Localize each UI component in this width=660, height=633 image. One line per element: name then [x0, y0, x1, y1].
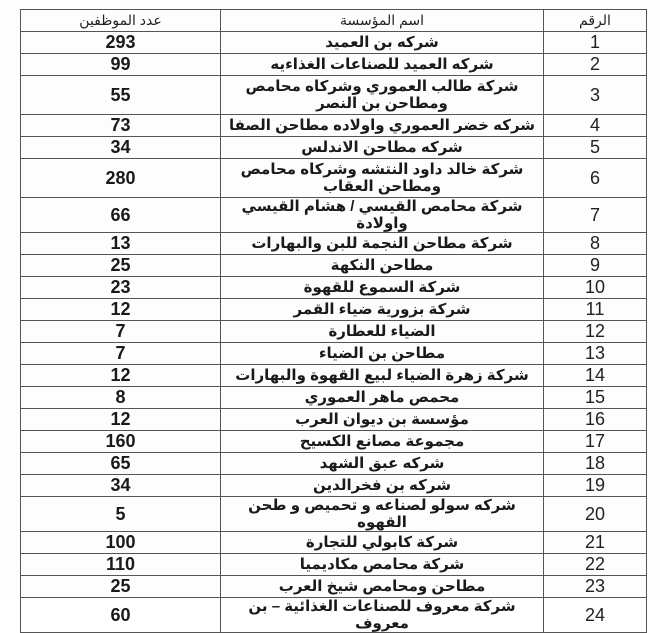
row-number: 1: [544, 32, 647, 54]
table-row: [21, 115, 647, 137]
employee-count: 12: [21, 409, 221, 431]
table-row: [21, 453, 647, 475]
row-number: 21: [544, 532, 647, 554]
employee-count: 73: [21, 115, 221, 137]
employee-count: 12: [21, 299, 221, 321]
row-number: 17: [544, 431, 647, 453]
row-number: 7: [544, 198, 647, 233]
institution-name: شركة محامص القيسي / هشام القيسي واولادة: [221, 198, 544, 233]
employee-count: 160: [21, 431, 221, 453]
institution-name: مجموعة مصانع الكسيح: [221, 431, 544, 453]
employee-count: 23: [21, 277, 221, 299]
institution-name: شركه سولو لصناعه و تحميص و طحن القهوه: [221, 497, 544, 532]
row-number: 8: [544, 233, 647, 255]
employee-count: 8: [21, 387, 221, 409]
employee-count: 55: [21, 76, 221, 115]
employee-count: 100: [21, 532, 221, 554]
employee-count: 34: [21, 137, 221, 159]
employee-count: 7: [21, 343, 221, 365]
table-row: [21, 233, 647, 255]
institution-name: شركه عبق الشهد: [221, 453, 544, 475]
employee-count: 34: [21, 475, 221, 497]
employee-count: 110: [21, 554, 221, 576]
row-number: 16: [544, 409, 647, 431]
row-number: 24: [544, 598, 647, 633]
employees-table: [20, 9, 647, 633]
institution-name: شركه بن فخرالدين: [221, 475, 544, 497]
header-institution-name: اسم المؤسسة: [221, 10, 544, 32]
employee-count: 66: [21, 198, 221, 233]
table-row: [21, 137, 647, 159]
table-row: [21, 497, 647, 532]
institution-name: شركه خضر العموري واولاده مطاحن الصفا: [221, 115, 544, 137]
row-number: 15: [544, 387, 647, 409]
institution-name: شركة محامص مكاديميا: [221, 554, 544, 576]
table-row: [21, 277, 647, 299]
table-row: [21, 159, 647, 198]
table-row: [21, 554, 647, 576]
institution-name: شركة طالب العموري وشركاه محامص ومطاحن بن النصر: [221, 76, 544, 115]
row-number: 5: [544, 137, 647, 159]
employee-count: 60: [21, 598, 221, 633]
employee-count: 7: [21, 321, 221, 343]
row-number: 6: [544, 159, 647, 198]
table-row: [21, 576, 647, 598]
institution-name: مطاحن النكهة: [221, 255, 544, 277]
institution-name: شركة بزورية ضياء القمر: [221, 299, 544, 321]
row-number: 18: [544, 453, 647, 475]
row-number: 2: [544, 54, 647, 76]
institution-name: شركه مطاحن الاندلس: [221, 137, 544, 159]
institution-name: شركة خالد داود النتشه وشركاه محامص ومطاحن العقاب: [221, 159, 544, 198]
table-row: [21, 475, 647, 497]
employee-count: 280: [21, 159, 221, 198]
employee-count: 293: [21, 32, 221, 54]
employee-count: 25: [21, 255, 221, 277]
table-row: [21, 387, 647, 409]
table-row: [21, 76, 647, 115]
institution-name: مؤسسة بن ديوان العرب: [221, 409, 544, 431]
row-number: 4: [544, 115, 647, 137]
row-number: 9: [544, 255, 647, 277]
table-row: [21, 255, 647, 277]
table-row: [21, 343, 647, 365]
table-header-row: [21, 10, 647, 32]
table-row: [21, 409, 647, 431]
header-number: الرقم: [544, 10, 647, 32]
row-number: 12: [544, 321, 647, 343]
institution-name: شركة معروف للصناعات الغذائية – بن معروف: [221, 598, 544, 633]
table-row: [21, 431, 647, 453]
institution-name: شركة مطاحن النجمة للبن والبهارات: [221, 233, 544, 255]
institution-name: شركة السموع للقهوة: [221, 277, 544, 299]
institution-name: شركة كابولي للتجارة: [221, 532, 544, 554]
row-number: 11: [544, 299, 647, 321]
row-number: 20: [544, 497, 647, 532]
row-number: 3: [544, 76, 647, 115]
row-number: 23: [544, 576, 647, 598]
table-row: [21, 598, 647, 633]
table-row: [21, 198, 647, 233]
employee-count: 13: [21, 233, 221, 255]
row-number: 13: [544, 343, 647, 365]
employee-count: 12: [21, 365, 221, 387]
row-number: 10: [544, 277, 647, 299]
institution-name: الضياء للعطارة: [221, 321, 544, 343]
table-row: [21, 321, 647, 343]
table-row: [21, 32, 647, 54]
institution-name: مطاحن ومحامص شيخ العرب: [221, 576, 544, 598]
row-number: 19: [544, 475, 647, 497]
row-number: 22: [544, 554, 647, 576]
institution-name: شركة زهرة الضياء لبيع القهوة والبهارات: [221, 365, 544, 387]
institution-name: شركه العميد للصناعات الغذاءيه: [221, 54, 544, 76]
table-row: [21, 299, 647, 321]
table-row: [21, 532, 647, 554]
employee-count: 99: [21, 54, 221, 76]
header-employee-count: عدد الموظفين: [21, 10, 221, 32]
employee-count: 25: [21, 576, 221, 598]
row-number: 14: [544, 365, 647, 387]
institution-name: مطاحن بن الضياء: [221, 343, 544, 365]
employee-count: 5: [21, 497, 221, 532]
institution-name: محمص ماهر العموري: [221, 387, 544, 409]
table-row: [21, 54, 647, 76]
table-row: [21, 365, 647, 387]
institution-name: شركه بن العميد: [221, 32, 544, 54]
employee-count: 65: [21, 453, 221, 475]
